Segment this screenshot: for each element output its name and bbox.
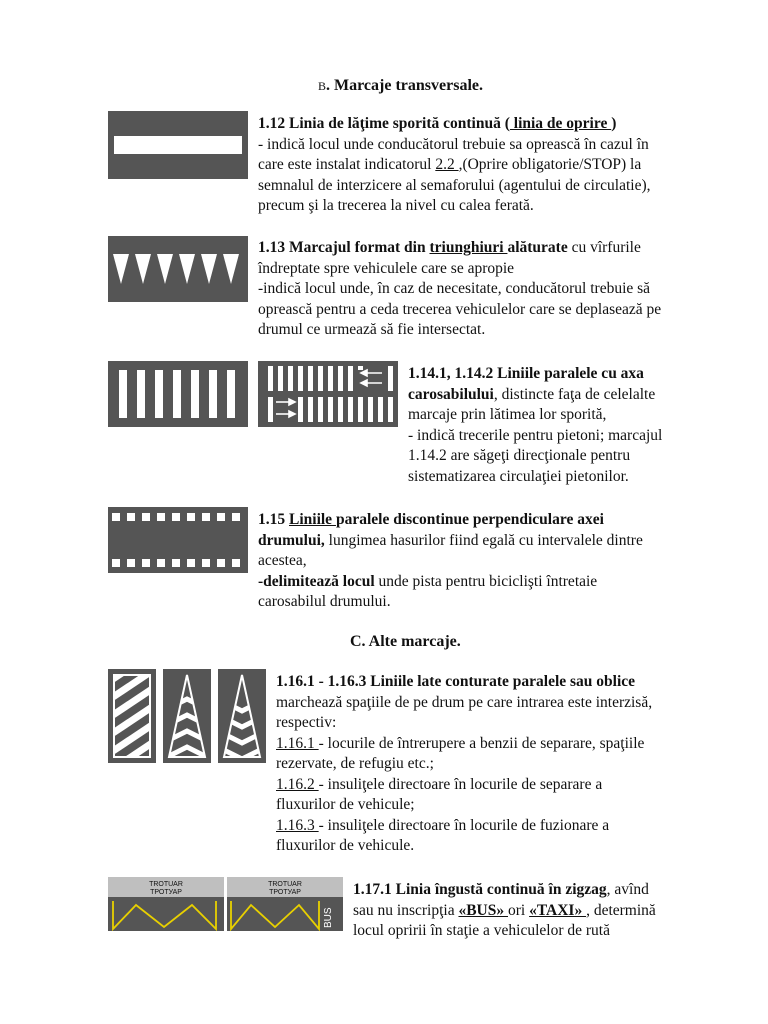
text-run: carosabilul drumului. (258, 593, 391, 610)
zebra-crossing-image (108, 361, 248, 427)
text-run: 1.13 Marcajul format din (258, 239, 430, 256)
bus-stop-zigzag-image (108, 877, 224, 931)
text-run: acestea, (258, 552, 307, 569)
text-run: rezervate, de refugiu etc.; (276, 755, 434, 772)
text-run: ) (611, 115, 617, 132)
text-run: - indică locul unde conducătorul trebuie sa oprească în cazul în (258, 135, 649, 153)
text-run: , distincte faţa de celelalte (493, 385, 656, 403)
text-run: carosabilului (408, 385, 494, 403)
m117-line (353, 880, 731, 901)
text-run: fluxurilor de vehicule; (276, 796, 415, 813)
m115-line (258, 510, 728, 531)
m117-line (353, 921, 731, 942)
text-run: - insuliţele directoare în locurile de separare a (318, 775, 603, 793)
sidewalk-label-ru: ТРОТУАР (150, 889, 182, 896)
m114-line (408, 426, 728, 447)
text-run: , determină (586, 901, 656, 919)
stop-line-marking-image (108, 111, 248, 179)
section-b-prefix: B (318, 79, 327, 93)
reference-text: «BUS» (458, 901, 508, 919)
text-run: semnalul de interzicere al semaforului (agentului de circulatie), (258, 176, 651, 194)
m116-line (276, 734, 731, 755)
text-run: îndreptate spre vehiculele care se apropie (258, 259, 515, 277)
section-c-heading: C. Alte marcaje. (350, 633, 461, 650)
m116-line (276, 775, 731, 796)
reference-text: 1.16.1 (276, 734, 319, 752)
m112-line (258, 176, 728, 197)
sidewalk-label-ro: TROTUAR (149, 881, 183, 888)
m113-line (258, 238, 728, 259)
text-run: marcaje prin lătimea lor sporită, (408, 406, 607, 423)
text-run: - indică trecerile pentru pietoni; marcajul (408, 426, 663, 444)
bus-stop-zigzag-bus-image (227, 877, 343, 931)
m112-line (258, 196, 728, 217)
m114-text (408, 364, 728, 487)
m116-line (276, 816, 731, 837)
section-b-title: . Marcaje transversale. (326, 77, 483, 94)
bus-inscription: BUS (323, 907, 334, 928)
m116-line (276, 754, 731, 775)
m115-text (258, 510, 728, 613)
m117-text (353, 880, 731, 942)
text-run: 1.14.1, 1.14.2 Liniile paralele cu axa (408, 365, 644, 382)
text-run: alăturate (507, 239, 568, 256)
diagonal-hatching-image (108, 669, 156, 763)
text-run: unde pista pentru biciclişti întretaie (374, 572, 598, 590)
text-run: sau nu inscripţia (353, 901, 459, 919)
m116-line (276, 795, 731, 816)
text-run: fluxurilor de vehicule. (276, 837, 415, 854)
text-run: 1.12 Linia de lăţime sporită continuă ( (258, 115, 510, 132)
m113-line (258, 279, 728, 300)
text-run: care este instalat indicatorul (258, 156, 436, 173)
text-run: paralele discontinue perpendiculare axei (335, 511, 604, 528)
m112-line (258, 114, 728, 135)
m116-line (276, 672, 731, 693)
text-run: respectiv: (276, 714, 337, 731)
text-run: ori (508, 901, 530, 919)
section-b-heading (318, 77, 483, 95)
sidewalk-label-ru: ТРОТУАР (269, 889, 301, 896)
text-run: , avînd (606, 881, 649, 898)
reference-text: «TAXI» (529, 901, 587, 919)
m113-line (258, 300, 728, 321)
reference-text: Liniile (289, 511, 336, 528)
reference-text: linia de oprire (509, 115, 612, 132)
text-run: 1.16.1 - 1.16.3 Liniile late conturate paralele sau oblice (276, 673, 636, 690)
m113-text (258, 238, 728, 341)
text-run: drumului, (258, 531, 325, 549)
reference-text: triunghiuri (429, 239, 508, 256)
m115-line (258, 572, 728, 593)
text-run: 1.14.2 are săgeţi direcţionale pentru (408, 447, 631, 464)
bicycle-crossing-image (108, 507, 248, 573)
text-run: cu vîrfurile (567, 239, 641, 256)
triangles-marking-image (108, 236, 248, 302)
reference-text: 1.16.3 (276, 816, 319, 834)
text-run: 1.15 (258, 511, 289, 528)
text-run: lungimea hasurilor fiind egală cu intervalele dintre (324, 531, 643, 549)
reference-text: 2.2 (435, 156, 459, 173)
chevron-island-merging-image (218, 669, 266, 763)
sidewalk-label-ro: TROTUAR (268, 881, 302, 888)
m116-line (276, 713, 731, 734)
text-run: ,(Oprire obligatorie/STOP) la (458, 156, 642, 173)
m112-line (258, 155, 728, 176)
m116-text (276, 672, 731, 857)
m115-line (258, 592, 728, 613)
m114-line (408, 364, 728, 385)
m114-line (408, 467, 728, 488)
m114-line (408, 446, 728, 467)
reference-text: 1.16.2 (276, 775, 319, 793)
m116-line (276, 836, 731, 857)
m116-line (276, 693, 731, 714)
m115-line (258, 531, 728, 552)
text-run: drumul ce urmează să fie intersectat. (258, 321, 486, 338)
text-run: - locurile de întrerupere a benzii de separare, spaţiile (318, 734, 645, 752)
m114-line (408, 385, 728, 406)
text-run: oprească pentru a ceda trecerea vehiculelor care se deplasează pe (258, 300, 662, 318)
m112-line (258, 135, 728, 156)
text-run: -delimitează locul (258, 572, 375, 590)
m112-text (258, 114, 728, 217)
text-run: precum şi la trecerea la nivel cu calea ferată. (258, 197, 534, 214)
text-run: 1.17.1 Linia îngustă continuă în zigzag (353, 881, 607, 898)
chevron-island-separation-image (163, 669, 211, 763)
text-run: sistematizarea circulaţiei pietonilor. (408, 467, 629, 485)
m115-line (258, 551, 728, 572)
text-run: -indică locul unde, în caz de necesitate, conducătorul trebuie să (258, 280, 651, 297)
m113-line (258, 259, 728, 280)
text-run: marchează spaţiile de pe drum pe care intrarea este interzisă, (276, 693, 653, 711)
m114-line (408, 405, 728, 426)
zebra-crossing-arrows-image (258, 361, 398, 427)
m117-line (353, 901, 731, 922)
text-run: locul opririi în staţie a vehiculelor de rută (353, 922, 610, 939)
text-run: - insuliţele directoare în locurile de fuzionare a (318, 816, 610, 834)
m113-line (258, 320, 728, 341)
